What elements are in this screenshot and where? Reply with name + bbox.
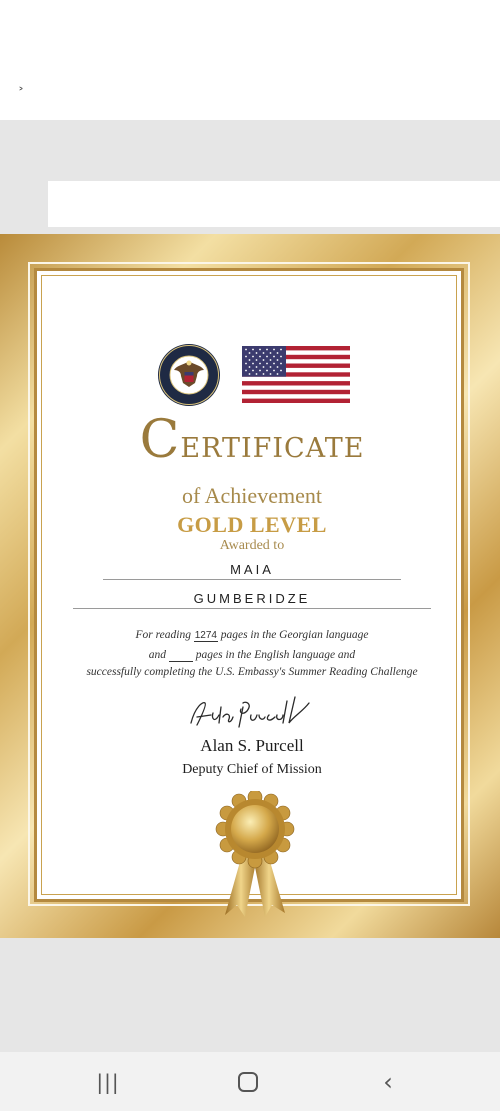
department-of-state-seal-icon: [157, 343, 221, 407]
blank-card: [48, 181, 500, 227]
edge-mark: ˃: [18, 86, 24, 100]
challenge-line: successfully completing the U.S. Embassy's Summer Reading Challenge: [86, 666, 418, 678]
recipient-first-name: MAIA: [103, 562, 401, 580]
certificate-subtitle: of Achievement: [182, 483, 322, 508]
achievement-level: GOLD LEVEL: [177, 512, 327, 537]
certificate-paper: [34, 268, 464, 902]
us-flag-icon: [242, 346, 350, 403]
recent-apps-icon[interactable]: |||: [96, 1070, 120, 1094]
android-nav-bar: [0, 1052, 500, 1111]
line1-prefix: For reading: [135, 629, 191, 641]
top-card: [21, 0, 500, 134]
georgian-pages-count: 1274: [194, 630, 217, 641]
line2-suffix: pages in the English language and: [195, 649, 356, 661]
back-icon[interactable]: ‹: [383, 1068, 393, 1096]
signature-icon: [185, 693, 325, 733]
certificate-frame: [0, 234, 500, 938]
signer-name: Alan S. Purcell: [200, 736, 304, 755]
recipient-last-name: GUMBERIDZE: [73, 591, 431, 609]
home-icon[interactable]: [218, 1064, 278, 1100]
english-pages-count: [169, 650, 193, 662]
certificate-title: Certificate: [139, 410, 365, 470]
signer-title: Deputy Chief of Mission: [182, 762, 322, 777]
reading-line-georgian: [37, 629, 467, 642]
line2-prefix: and: [148, 649, 167, 661]
reading-line-english: [37, 649, 467, 662]
line1-suffix: pages in the Georgian language: [220, 629, 369, 641]
awarded-to-label: Awarded to: [219, 538, 285, 553]
gold-ribbon-rosette-icon: [215, 791, 295, 921]
